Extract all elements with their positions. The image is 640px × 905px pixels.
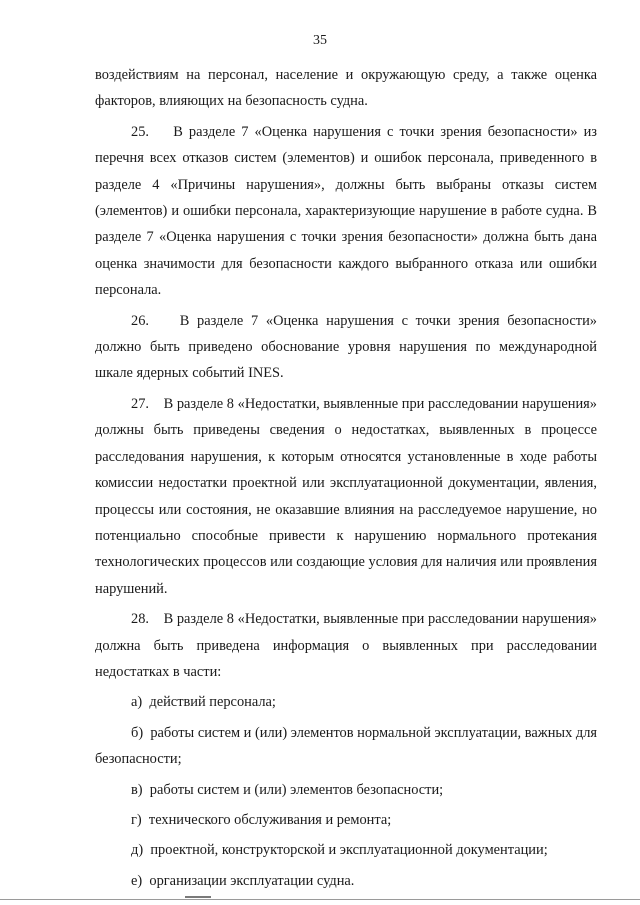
- list-text: работы систем и (или) элементов безопасности;: [149, 781, 444, 798]
- list-item-d: [95, 837, 597, 863]
- list-marker: а): [131, 694, 143, 711]
- list-item-v: [95, 777, 597, 803]
- list-text: работы систем и (или) элементов нормальной эксплуатации, важных для безопасности;: [95, 724, 597, 768]
- list-marker: е): [131, 872, 143, 889]
- paragraph-27: 27. В разделе 8 «Недостатки, выявленные при расследовании нарушения» должны быть приведены сведения о недостатках, выявленных в процессе расследования нарушения, к которым относятся установленные в ходе работы комиссии недостатки проектной или эксплуатационной документации, явления, процессы или состояния, не оказавшие влияния на расследуемое нарушение, но потенциально способные привести к нарушению нормального протекания технологических процессов или создающие условия для наличия или проявления нарушений.: [95, 395, 597, 597]
- page-bottom-edge: [0, 899, 640, 900]
- paragraph-continuation: воздействиям на персонал, население и окружающую среду, а также оценка факторов, влияющих на безопасность судна.: [95, 67, 597, 110]
- list-item-e: [95, 868, 597, 894]
- list-marker: б): [131, 724, 144, 741]
- paragraph-26: 26. В разделе 7 «Оценка нарушения с точки зрения безопасности» должно быть приведено обоснование уровня нарушения по международной шкале ядерных событий INES.: [95, 312, 597, 382]
- scan-edge-mark: [185, 896, 211, 898]
- paragraph-28: 28. В разделе 8 «Недостатки, выявленные при расследовании нарушения» должна быть приведена информация о выявленных при расследовании недостатках в части:: [95, 611, 597, 680]
- document-body: [95, 62, 597, 894]
- list-text: технического обслуживания и ремонта;: [148, 811, 392, 828]
- list-marker: д): [131, 842, 144, 859]
- list-item-a: [95, 689, 597, 715]
- paragraph-25: 25. В разделе 7 «Оценка нарушения с точки зрения безопасности» из перечня всех отказов систем (элементов) и ошибок персонала, приведенного в разделе 4 «Причины нарушения», должны быть выбраны отказы систем (элементов) и ошибки персонала, характеризующие нарушение в работе судна. В разделе 7 «Оценка нарушения с точки зрения безопасности» должна быть дана оценка значимости для безопасности каждого выбранного отказа или ошибки персонала.: [95, 123, 597, 299]
- list-marker: в): [131, 781, 143, 798]
- list-marker: г): [131, 811, 142, 828]
- list-text: организации эксплуатации судна.: [149, 872, 355, 889]
- list-item-g: [95, 807, 597, 833]
- list-text: проектной, конструкторской и эксплуатационной документации;: [150, 842, 548, 859]
- list-item-b: [95, 720, 597, 773]
- page-number: 35: [313, 33, 327, 48]
- list-text: действий персонала;: [149, 694, 276, 711]
